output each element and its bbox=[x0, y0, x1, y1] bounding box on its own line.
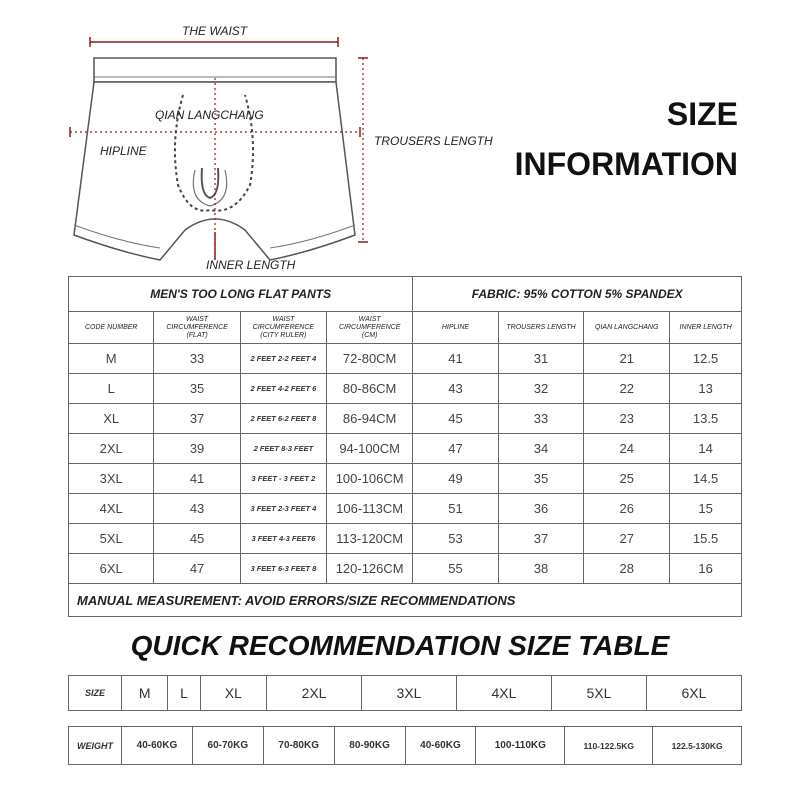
column-header bbox=[413, 312, 498, 344]
table-row bbox=[69, 374, 742, 404]
table-cell: 80-86CM bbox=[327, 374, 413, 404]
quick-table-title: QUICK RECOMMENDATION SIZE TABLE bbox=[130, 630, 670, 661]
column-header bbox=[154, 312, 240, 344]
table-cell: 35 bbox=[154, 374, 240, 404]
table-cell: 34 bbox=[498, 434, 584, 464]
table-cell: 2XL bbox=[69, 434, 154, 464]
quick-weight-cell: 60-70KG bbox=[192, 727, 263, 765]
inner-length-label: INNER LENGTH bbox=[206, 258, 296, 272]
quick-size-cell: 4XL bbox=[456, 676, 551, 711]
table-cell: 45 bbox=[413, 404, 498, 434]
size-table bbox=[68, 276, 742, 617]
table-cell: 31 bbox=[498, 344, 584, 374]
table-row bbox=[69, 464, 742, 494]
table-cell: 16 bbox=[670, 554, 742, 584]
table-cell: XL bbox=[69, 404, 154, 434]
quick-weight-cell: 40-60KG bbox=[405, 727, 476, 765]
table-cell: 53 bbox=[413, 524, 498, 554]
table-cell: 33 bbox=[498, 404, 584, 434]
table-cell: 47 bbox=[154, 554, 240, 584]
quick-size-cell: XL bbox=[200, 676, 266, 711]
table-cell: 120-126CM bbox=[327, 554, 413, 584]
size-table-title-row bbox=[69, 277, 742, 312]
table-cell: 51 bbox=[413, 494, 498, 524]
table-cell: 55 bbox=[413, 554, 498, 584]
column-header-line: QIAN LANGCHANG bbox=[595, 323, 659, 331]
column-header bbox=[670, 312, 742, 344]
table-cell: 3 FEET - 3 FEET 2 bbox=[240, 464, 326, 494]
table-cell: 49 bbox=[413, 464, 498, 494]
table-cell: M bbox=[69, 344, 154, 374]
quick-weight-row bbox=[69, 727, 742, 765]
table-row bbox=[69, 344, 742, 374]
table-cell: 21 bbox=[584, 344, 670, 374]
product-title: MEN'S TOO LONG FLAT PANTS bbox=[69, 277, 413, 312]
table-cell: 25 bbox=[584, 464, 670, 494]
quick-weight-cell: 110-122.5KG bbox=[565, 727, 653, 765]
column-header-line: CIRCUMFERENCE bbox=[252, 323, 315, 331]
column-header bbox=[327, 312, 413, 344]
quick-size-cell: M bbox=[122, 676, 168, 711]
table-row bbox=[69, 434, 742, 464]
quick-weight-cell: 122.5-130KG bbox=[653, 727, 742, 765]
hipline-label: HIPLINE bbox=[100, 144, 147, 158]
column-header-line: WAIST bbox=[272, 315, 295, 323]
table-cell: 28 bbox=[584, 554, 670, 584]
column-header-line: INNER LENGTH bbox=[679, 323, 732, 331]
table-cell: 6XL bbox=[69, 554, 154, 584]
table-cell: 86-94CM bbox=[327, 404, 413, 434]
table-cell: 15.5 bbox=[670, 524, 742, 554]
column-header-line: TROUSERS LENGTH bbox=[506, 323, 576, 331]
column-header-line: WAIST bbox=[186, 315, 209, 323]
quick-size-cell: 3XL bbox=[362, 676, 457, 711]
table-cell: 41 bbox=[413, 344, 498, 374]
table-cell: 3XL bbox=[69, 464, 154, 494]
table-cell: 24 bbox=[584, 434, 670, 464]
quick-weight-cell: 80-90KG bbox=[334, 727, 405, 765]
headline-size: SIZE bbox=[666, 96, 738, 132]
column-header-line: (CM) bbox=[361, 331, 378, 339]
waist-label: THE WAIST bbox=[182, 24, 248, 38]
table-cell: 37 bbox=[154, 404, 240, 434]
table-cell: 45 bbox=[154, 524, 240, 554]
table-cell: 43 bbox=[413, 374, 498, 404]
table-cell: 41 bbox=[154, 464, 240, 494]
table-cell: 3 FEET 4-3 FEET6 bbox=[240, 524, 326, 554]
table-cell: 23 bbox=[584, 404, 670, 434]
quick-size-cell: 6XL bbox=[646, 676, 741, 711]
column-header-line: HIPLINE bbox=[441, 323, 470, 331]
table-cell: 14 bbox=[670, 434, 742, 464]
table-cell: 72-80CM bbox=[327, 344, 413, 374]
quick-weight-cell: 70-80KG bbox=[263, 727, 334, 765]
table-cell: 22 bbox=[584, 374, 670, 404]
table-cell: 38 bbox=[498, 554, 584, 584]
quick-weight-cell: 100-110KG bbox=[476, 727, 565, 765]
table-cell: 35 bbox=[498, 464, 584, 494]
table-cell: 32 bbox=[498, 374, 584, 404]
column-header bbox=[584, 312, 670, 344]
table-cell: 14.5 bbox=[670, 464, 742, 494]
quick-size-table bbox=[68, 675, 742, 711]
quick-weight-table bbox=[68, 726, 742, 765]
quick-size-cell: 2XL bbox=[267, 676, 362, 711]
table-cell: 37 bbox=[498, 524, 584, 554]
column-header-line: (FLAT) bbox=[186, 331, 208, 339]
table-cell: L bbox=[69, 374, 154, 404]
size-table-footer-row bbox=[69, 584, 742, 617]
headline-information: INFORMATION bbox=[514, 146, 738, 182]
table-cell: 4XL bbox=[69, 494, 154, 524]
column-header bbox=[69, 312, 154, 344]
table-row bbox=[69, 524, 742, 554]
column-header-line: CIRCUMFERENCE bbox=[166, 323, 228, 331]
table-cell: 106-113CM bbox=[327, 494, 413, 524]
column-header-line: (CITY RULER) bbox=[260, 331, 307, 339]
table-cell: 43 bbox=[154, 494, 240, 524]
weight-row-label: WEIGHT bbox=[69, 727, 122, 765]
table-cell: 2 FEET 2-2 FEET 4 bbox=[240, 344, 326, 374]
quick-size-cell: 5XL bbox=[551, 676, 646, 711]
quick-size-cell: L bbox=[168, 676, 200, 711]
table-row bbox=[69, 554, 742, 584]
table-cell: 3 FEET 6-3 FEET 8 bbox=[240, 554, 326, 584]
column-header bbox=[498, 312, 584, 344]
table-cell: 36 bbox=[498, 494, 584, 524]
table-cell: 47 bbox=[413, 434, 498, 464]
table-row bbox=[69, 494, 742, 524]
column-header-line: CODE NUMBER bbox=[84, 323, 138, 331]
size-table-header-row bbox=[69, 312, 742, 344]
trousers-length-arrow bbox=[358, 58, 368, 242]
column-header-line: CIRCUMFERENCE bbox=[338, 323, 401, 331]
table-cell: 113-120CM bbox=[327, 524, 413, 554]
qian-langchang-label: QIAN LANGCHANG bbox=[155, 108, 264, 122]
size-row-label: SIZE bbox=[69, 676, 122, 711]
table-cell: 12.5 bbox=[670, 344, 742, 374]
table-cell: 5XL bbox=[69, 524, 154, 554]
fabric-info: FABRIC: 95% COTTON 5% SPANDEX bbox=[413, 277, 742, 312]
column-header-line: WAIST bbox=[358, 315, 381, 323]
table-cell: 39 bbox=[154, 434, 240, 464]
waist-arrow bbox=[90, 37, 338, 47]
column-header bbox=[240, 312, 326, 344]
table-cell: 13 bbox=[670, 374, 742, 404]
table-cell: 15 bbox=[670, 494, 742, 524]
quick-size-row bbox=[69, 676, 742, 711]
table-cell: 2 FEET 4-2 FEET 6 bbox=[240, 374, 326, 404]
measurement-note: MANUAL MEASUREMENT: AVOID ERRORS/SIZE RECOMMENDATIONS bbox=[69, 584, 742, 617]
trousers-length-label: TROUSERS LENGTH bbox=[374, 134, 493, 148]
table-cell: 2 FEET 6-2 FEET 8 bbox=[240, 404, 326, 434]
table-cell: 27 bbox=[584, 524, 670, 554]
quick-weight-cell: 40-60KG bbox=[122, 727, 193, 765]
table-cell: 13.5 bbox=[670, 404, 742, 434]
table-cell: 3 FEET 2-3 FEET 4 bbox=[240, 494, 326, 524]
table-row bbox=[69, 404, 742, 434]
table-cell: 26 bbox=[584, 494, 670, 524]
table-cell: 2 FEET 8-3 FEET bbox=[240, 434, 326, 464]
table-cell: 33 bbox=[154, 344, 240, 374]
table-cell: 100-106CM bbox=[327, 464, 413, 494]
table-cell: 94-100CM bbox=[327, 434, 413, 464]
size-table-body bbox=[69, 344, 742, 584]
